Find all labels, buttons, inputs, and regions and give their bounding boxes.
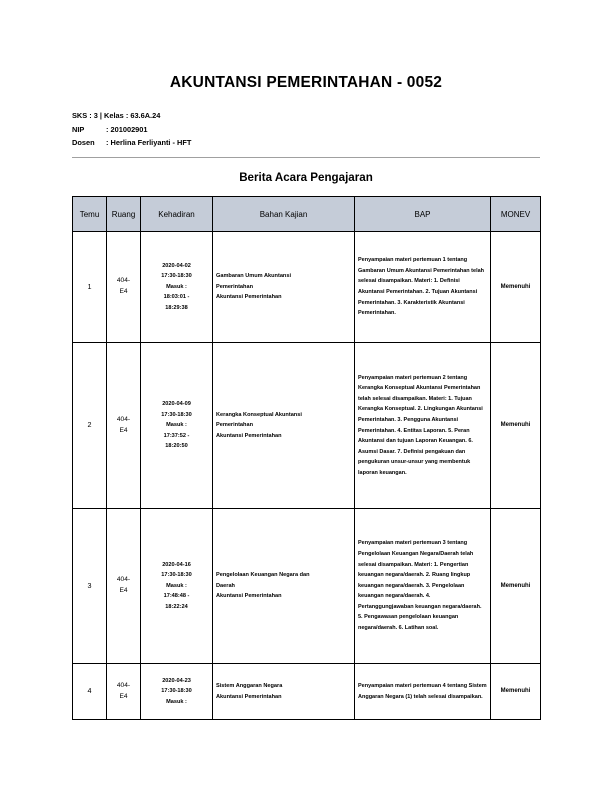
col-header-bahan-kajian: Bahan Kajian (213, 197, 355, 232)
cell-bap: Penyampaian materi pertemuan 3 tentang Pengelolaan Keuangan Negara/Daerah telah selesai disampaikan. Materi: 1. Pengertian keuangan negara/daerah. 2. Ruang lingkup keuangan negara/daerah. 3. Pengelolaan keuangan negara/daerah. 4. Pertanggungjawaban keuangan negara/daerah. 5. Pengawasan pengelolaan keuangan negara/daerah. 6. Latihan soal. (355, 509, 491, 664)
cell-ruang: 404- E4 (107, 509, 141, 664)
cell-bahan-kajian: Sistem Anggaran Negara Akuntansi Pemerintahan (213, 664, 355, 720)
dosen-label: Dosen (72, 138, 95, 148)
nip-label: NIP (72, 124, 85, 134)
cell-ruang: 404- E4 (107, 343, 141, 509)
cell-temu: 1 (73, 232, 107, 343)
cell-bap: Penyampaian materi pertemuan 4 tentang Sistem Anggaran Negara (1) telah selesai disampaikan. (355, 664, 491, 720)
cell-temu: 2 (73, 343, 107, 509)
cell-kehadiran: 2020-04-02 17:30-18:30 Masuk : 18:03:01 - 18:29:38 (141, 232, 213, 343)
cell-monev: Memenuhi (491, 664, 541, 720)
dosen-value: : Herlina Ferliyanti - HFT (106, 138, 192, 148)
cell-ruang: 404- E4 (107, 664, 141, 720)
sks-kelas-text: SKS : 3 | Kelas : 63.6A.24 (72, 111, 161, 120)
cell-monev: Memenuhi (491, 509, 541, 664)
cell-ruang: 404- E4 (107, 232, 141, 343)
cell-temu: 3 (73, 509, 107, 664)
cell-monev: Memenuhi (491, 343, 541, 509)
table-row (73, 664, 541, 720)
cell-bahan-kajian: Kerangka Konseptual Akuntansi Pemerintahan Akuntansi Pemerintahan (213, 343, 355, 509)
cell-bahan-kajian: Pengelolaan Keuangan Negara dan Daerah Akuntansi Pemerintahan (213, 509, 355, 664)
table-header-row (73, 197, 541, 232)
table-row (73, 232, 541, 343)
dosen-line (72, 136, 191, 150)
col-header-ruang: Ruang (107, 197, 141, 232)
cell-kehadiran: 2020-04-16 17:30-18:30 Masuk : 17:48:48 - 18:22:24 (141, 509, 213, 664)
col-header-kehadiran: Kehadiran (141, 197, 213, 232)
nip-value: : 201002901 (106, 124, 148, 134)
sks-kelas-line (72, 109, 191, 123)
header-divider (72, 157, 540, 158)
col-header-bap: BAP (355, 197, 491, 232)
cell-bap: Penyampaian materi pertemuan 1 tentang Gambaran Umum Akuntansi Pemerintahan telah selesai disampaikan. Materi: 1. Definisi Akuntansi Pemerintahan. 2. Tujuan Akuntansi Pemerintahan. 3. Karakteristik Akuntansi Pemerintahan. (355, 232, 491, 343)
cell-bahan-kajian: Gambaran Umum Akuntansi Pemerintahan Akuntansi Pemerintahan (213, 232, 355, 343)
cell-kehadiran: 2020-04-23 17:30-18:30 Masuk : (141, 664, 213, 720)
table-row (73, 343, 541, 509)
nip-line (72, 123, 191, 137)
cell-bap: Penyampaian materi pertemuan 2 tentang Kerangka Konseptual Akuntansi Pemerintahan telah selesai disampaikan. Materi: 1. Tujuan Kerangka Konseptual. 2. Lingkungan Akuntansi Pemerintahan. 3. Pengguna Akuntansi Pemerintahan. 4. Entitas Laporan. 5. Peran Akuntansi dan tujuan Laporan Keuangan. 6. Asumsi Dasar. 7. Definisi pengakuan dan pengukuran unsur-unsur yang membentuk laporan keuangan. (355, 343, 491, 509)
course-info (72, 109, 191, 150)
table-row (73, 509, 541, 664)
section-title: Berita Acara Pengajaran (239, 171, 373, 184)
col-header-temu: Temu (73, 197, 107, 232)
cell-temu: 4 (73, 664, 107, 720)
page-title: AKUNTANSI PEMERINTAHAN - 0052 (169, 74, 443, 91)
bap-table (72, 196, 541, 720)
cell-monev: Memenuhi (491, 232, 541, 343)
col-header-monev: MONEV (491, 197, 541, 232)
cell-kehadiran: 2020-04-09 17:30-18:30 Masuk : 17:37:52 - 18:20:50 (141, 343, 213, 509)
